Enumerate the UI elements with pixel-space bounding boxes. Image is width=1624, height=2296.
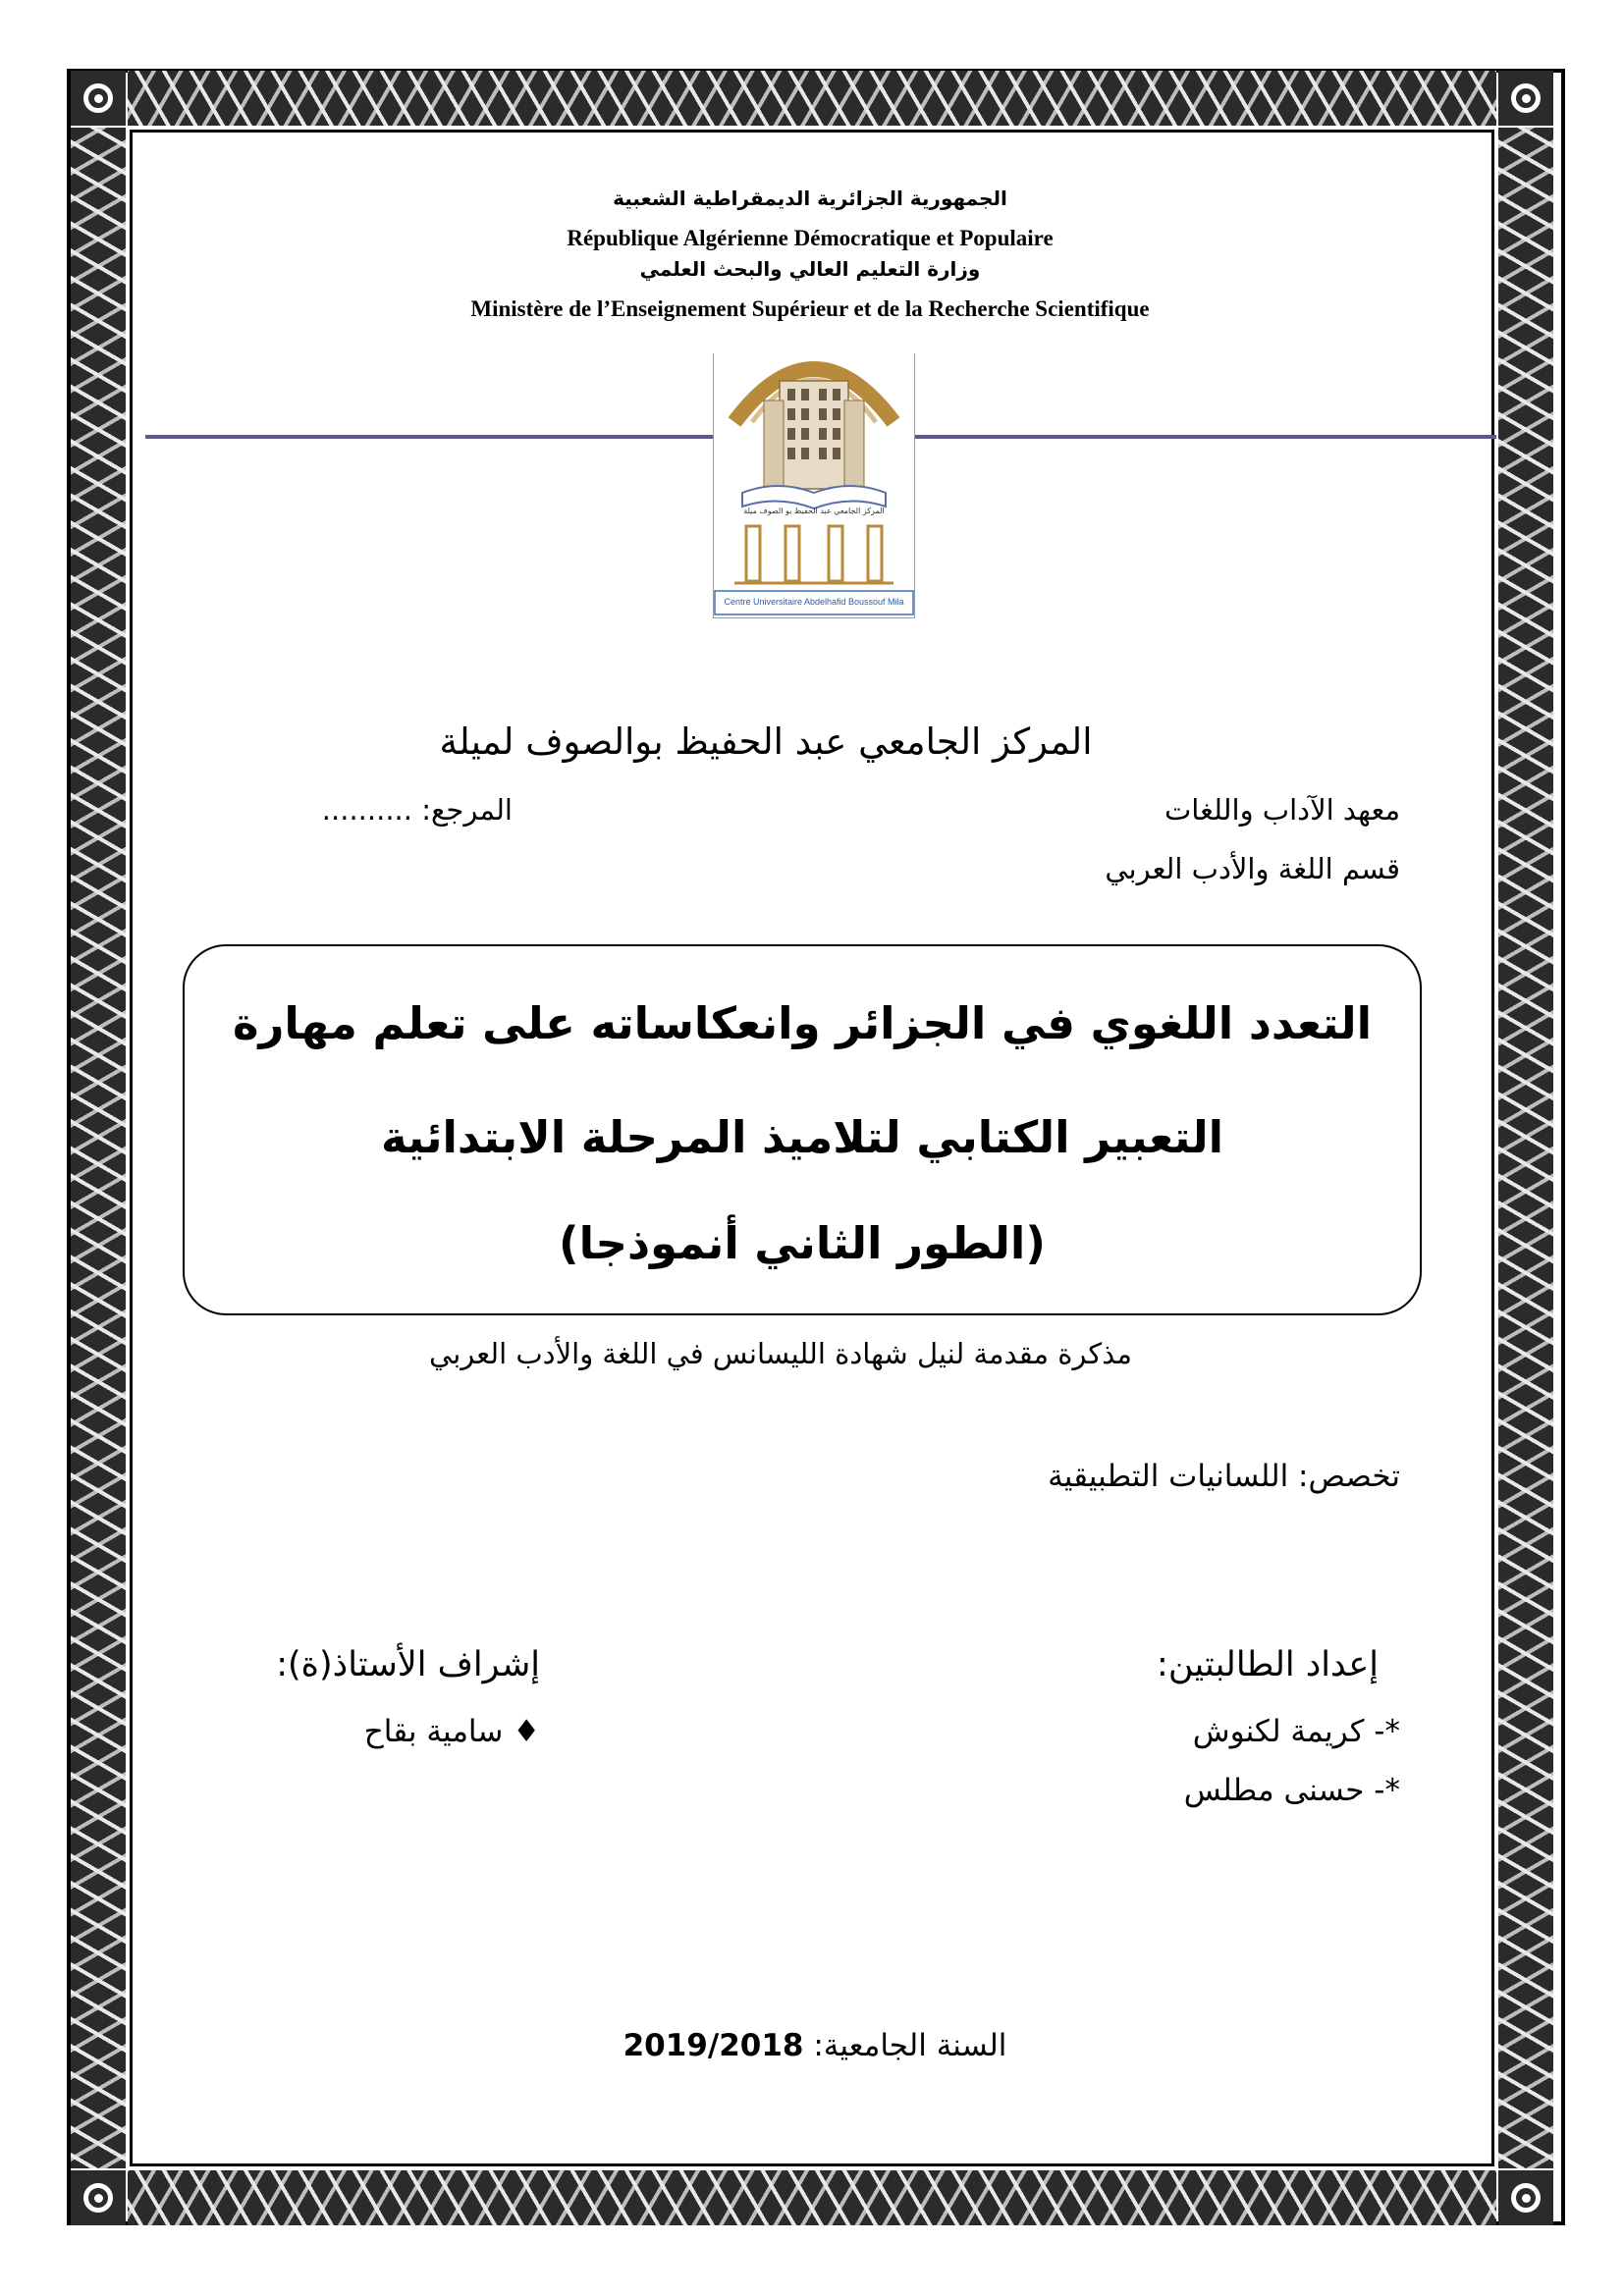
corner-ornament-top-right xyxy=(1498,71,1553,126)
ministry-arabic: وزارة التعليم العالي والبحث العلمي xyxy=(639,257,981,281)
specialty: تخصص: اللسانيات التطبيقية xyxy=(1048,1459,1400,1494)
student-name: *- حسنى مطلس xyxy=(1183,1773,1400,1808)
border-band-bottom xyxy=(128,2170,1496,2225)
thesis-title-line-2: التعبير الكتابي لتلاميذ المرحلة الابتدائية xyxy=(380,1111,1224,1163)
memo-statement: مذكرة مقدمة لنيل شهادة الليسانس في اللغة والأدب العربي xyxy=(429,1337,1132,1370)
border-band-right xyxy=(1498,128,1553,2168)
thesis-title-line-1: التعدد اللغوي في الجزائر وانعكاساته على تعلم مهارة xyxy=(232,997,1373,1049)
corner-ornament-top-left xyxy=(71,71,126,126)
border-band-top xyxy=(128,71,1496,126)
republic-arabic: الجمهورية الجزائرية الديمقراطية الشعبية xyxy=(613,187,1007,210)
supervisor-name: ♦ سامية بقاح xyxy=(363,1714,540,1749)
academic-year-label: السنة الجامعية: xyxy=(813,2028,1007,2063)
reference-field: المرجع: .......... xyxy=(321,793,513,827)
institution-name: المركز الجامعي عبد الحفيظ بوالصوف لميلة xyxy=(439,721,1093,763)
supervision-label: إشراف الأستاذ(ة): xyxy=(276,1645,540,1684)
academic-year xyxy=(491,2028,1139,2063)
border-band-left xyxy=(71,128,126,2168)
logo-arabic-caption: المركز الجامعي عبد الحفيظ بو الصوف ميلة xyxy=(743,507,885,515)
republic-french: République Algérienne Démocratique et Populaire xyxy=(567,226,1054,250)
institute-name: معهد الآداب واللغات xyxy=(1164,793,1400,827)
header-rule-right xyxy=(913,435,1496,439)
department-name: قسم اللغة والأدب العربي xyxy=(1105,852,1400,885)
header-rule-left xyxy=(145,435,715,439)
student-name: *- كريمة لكنوش xyxy=(1192,1714,1400,1749)
ministry-french: Ministère de l’Enseignement Supérieur et de la Recherche Scientifique xyxy=(470,296,1150,321)
logo-latin-caption: Centre Universitaire Abdelhafid Boussouf Mila xyxy=(724,597,904,607)
corner-ornament-bottom-left xyxy=(71,2170,126,2225)
thesis-title-line-3: (الطور الثاني أنموذجا) xyxy=(559,1217,1046,1269)
academic-year-value: 2019/2018 xyxy=(623,2028,804,2063)
prepared-by-label: إعداد الطالبتين: xyxy=(1157,1645,1379,1684)
university-logo xyxy=(713,324,915,618)
corner-ornament-bottom-right xyxy=(1498,2170,1553,2225)
